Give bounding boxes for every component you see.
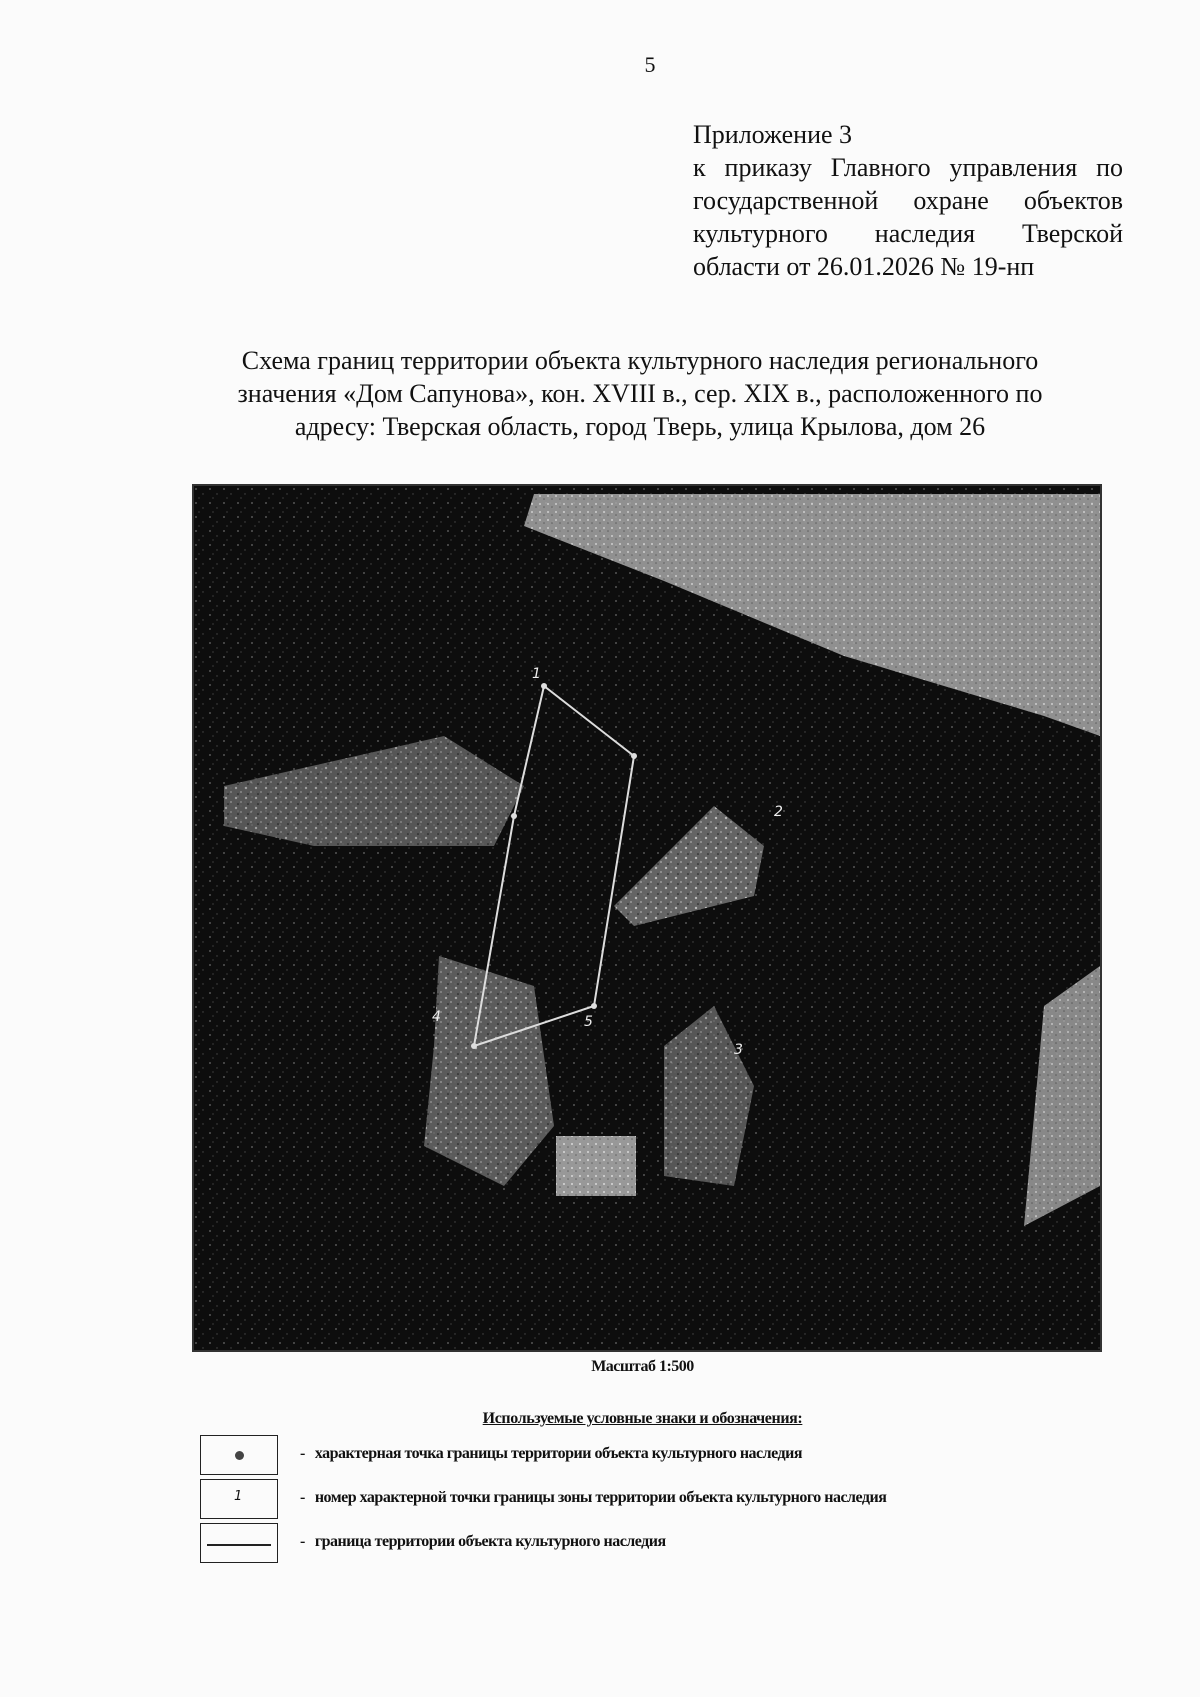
boundary-point — [471, 1043, 477, 1049]
map-scale: Масштаб 1:500 — [591, 1358, 694, 1375]
building-courtyard — [556, 1136, 636, 1196]
appendix-line: культурного наследия Тверской — [693, 219, 1123, 248]
title-line: значения «Дом Сапунова», кон. XVIII в., сер. XIX в., расположенного по — [237, 379, 1043, 408]
point-label: 5 — [584, 1014, 593, 1030]
appendix-header — [693, 118, 1123, 283]
legend-row — [200, 1523, 1000, 1567]
appendix-line: государственной охране объектов — [693, 186, 1123, 215]
boundary-line-icon — [207, 1544, 271, 1546]
boundary-point — [511, 813, 517, 819]
title-line: Схема границ территории объекта культурного наследия регионального — [241, 346, 1039, 375]
point-label: 2 — [774, 804, 783, 820]
legend — [200, 1435, 1000, 1567]
legend-row — [200, 1435, 1000, 1479]
legend-text: - граница территории объекта культурного наследия — [300, 1533, 666, 1550]
legend-row — [200, 1479, 1000, 1523]
point-label: 3 — [734, 1042, 743, 1058]
boundary-point — [541, 683, 547, 689]
appendix-line: области от 26.01.2026 № 19-нп — [693, 252, 1035, 281]
legend-symbol-box — [200, 1435, 278, 1475]
legend-symbol-box — [200, 1523, 278, 1563]
point-marker-icon — [235, 1451, 244, 1460]
aerial-map — [192, 484, 1102, 1352]
legend-text: - номер характерной точки границы зоны территории объекта культурного наследия — [300, 1489, 887, 1506]
point-label: 1 — [532, 666, 541, 682]
document-title — [150, 344, 1130, 443]
legend-symbol-box — [200, 1479, 278, 1519]
legend-title: Используемые условные знаки и обозначения: — [482, 1410, 803, 1427]
aerial-photo — [194, 486, 1100, 1350]
point-label: 4 — [432, 1009, 441, 1025]
appendix-line: Приложение 3 — [693, 120, 853, 149]
page-number: 5 — [644, 52, 656, 77]
boundary-point — [591, 1003, 597, 1009]
point-number-sample: 1 — [234, 1489, 243, 1504]
boundary-point — [631, 753, 637, 759]
title-line: адресу: Тверская область, город Тверь, улица Крылова, дом 26 — [294, 412, 986, 441]
appendix-line: к приказу Главного управления по — [693, 153, 1123, 182]
legend-text: - характерная точка границы территории объекта культурного наследия — [300, 1445, 802, 1462]
